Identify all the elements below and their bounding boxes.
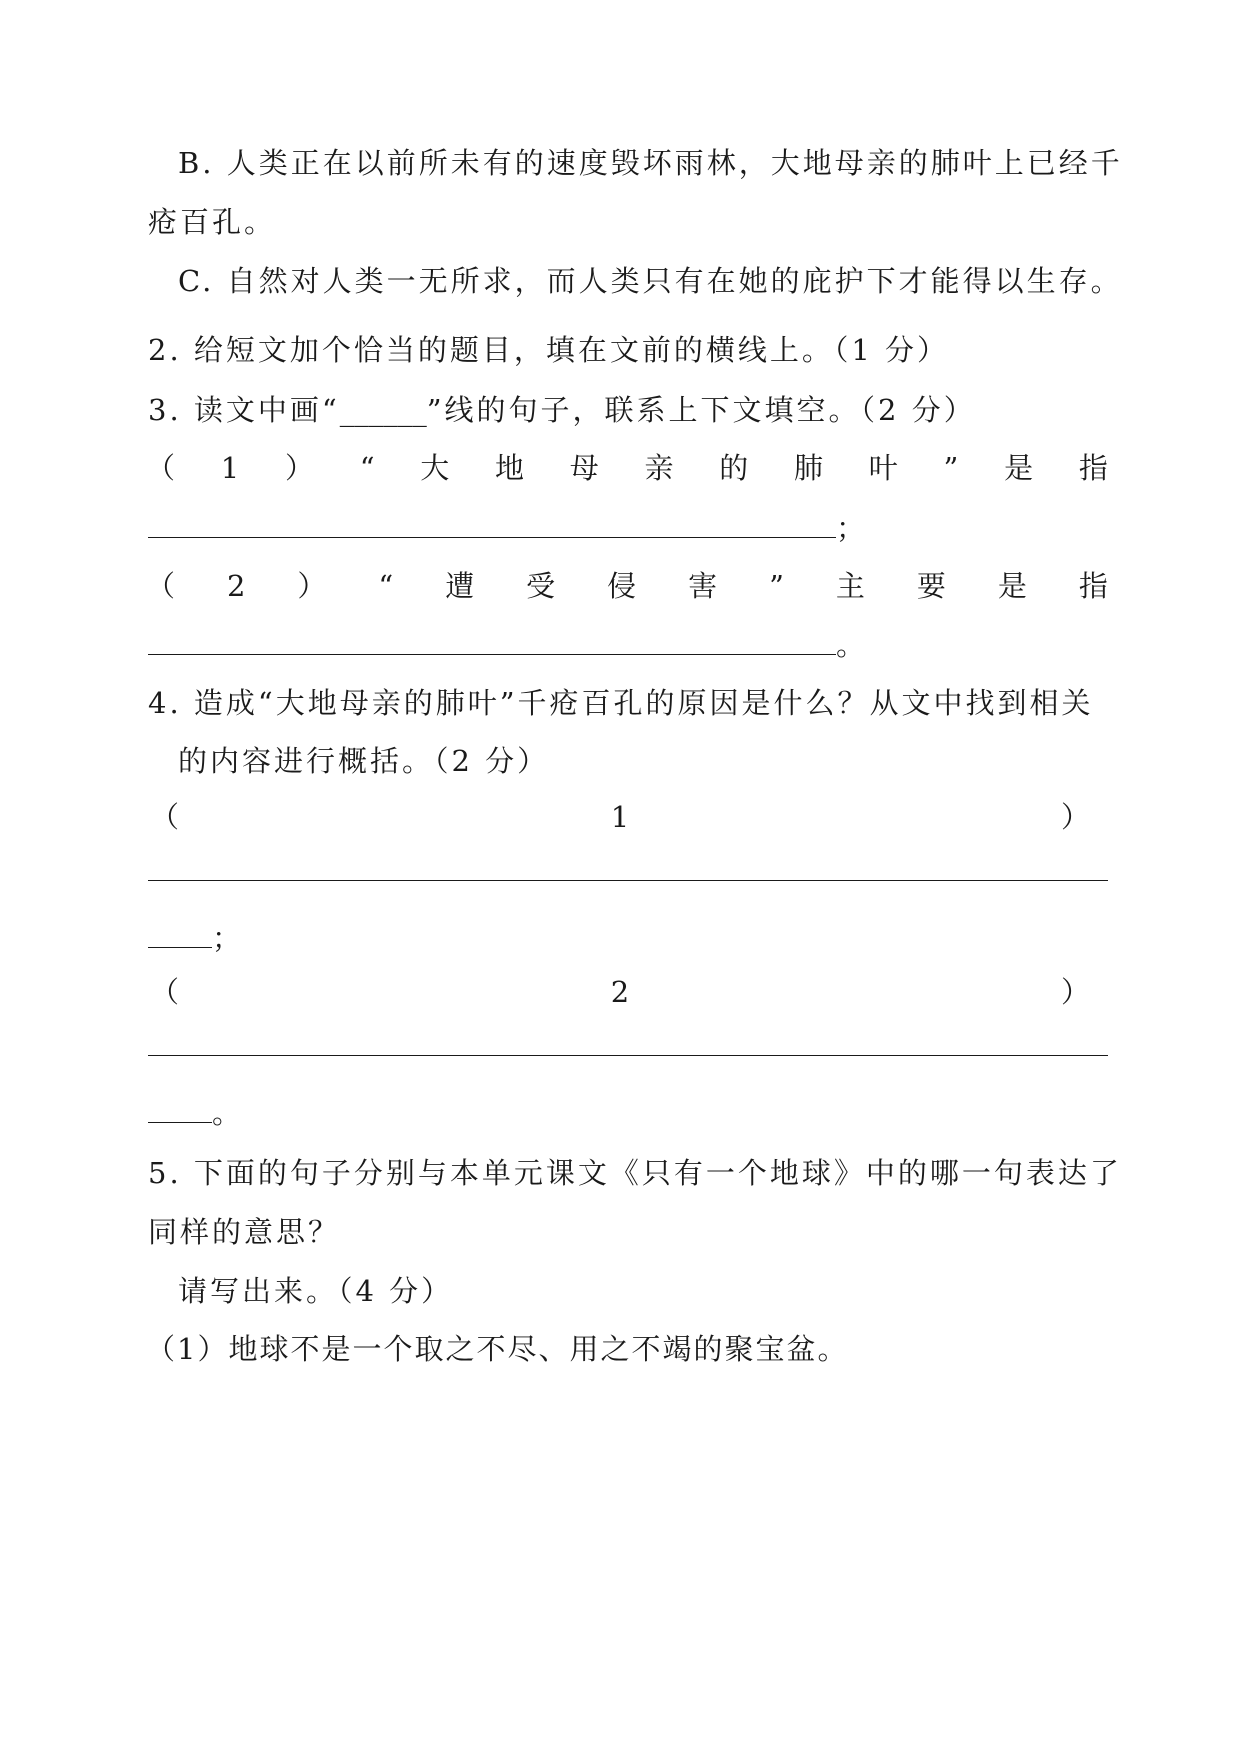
q3-sub2-char: 主 bbox=[835, 569, 865, 603]
q4-sub2-char: 2 bbox=[610, 975, 630, 1009]
question-4-line2: 的内容进行概括。（2 分） bbox=[178, 744, 550, 778]
question-3-text-before: 3. 读文中画“ bbox=[148, 393, 340, 427]
option-b-line1: B. 人类正在以前所未有的速度毁坏雨林，大地母亲的肺叶上已经千 bbox=[178, 146, 1123, 180]
q3-sub2-char: 侵 bbox=[607, 569, 637, 603]
q3-sub2-char: 是 bbox=[997, 569, 1027, 603]
q3-sub1-end: ； bbox=[836, 511, 869, 545]
question-4-line1: 4. 造成“大地母亲的肺叶”千疮百孔的原因是什么？从文中找到相关 bbox=[148, 686, 1094, 720]
question-3-sub1-answer bbox=[148, 508, 1108, 548]
q3-sub2-char: 指 bbox=[1078, 569, 1108, 603]
q4-sub1-end: ； bbox=[212, 921, 245, 955]
question-2: 2. 给短文加个恰当的题目，填在文前的横线上。（1 分） bbox=[148, 333, 950, 367]
q3-sub1-char: 母 bbox=[569, 451, 599, 485]
q3-sub2-char: 遭 bbox=[445, 569, 475, 603]
q4-sub1-char: （ bbox=[150, 800, 180, 834]
question-4-sub1-prompt bbox=[146, 797, 1090, 837]
answer-blank[interactable] bbox=[148, 630, 836, 655]
q3-sub2-end: 。 bbox=[836, 628, 869, 662]
q4-sub1-char: 1 bbox=[610, 800, 630, 834]
question-3-sub2-answer bbox=[148, 625, 1108, 665]
question-4-sub1-answer-end bbox=[148, 918, 1108, 958]
q3-sub2-char: ） bbox=[297, 569, 327, 603]
q3-sub1-char: 1 bbox=[220, 451, 240, 485]
answer-blank[interactable] bbox=[148, 923, 212, 948]
question-3-underline-mark: ______ bbox=[339, 393, 427, 427]
question-5-line3: 请写出来。（4 分） bbox=[178, 1274, 454, 1308]
question-3-sub1-prompt bbox=[146, 448, 1108, 488]
q3-sub1-char: 肺 bbox=[794, 451, 824, 485]
q3-sub1-char: ） bbox=[284, 451, 314, 485]
q4-sub1-char: ） bbox=[1060, 800, 1090, 834]
q4-sub2-end: 。 bbox=[212, 1096, 245, 1130]
question-3-sub2-prompt bbox=[146, 566, 1108, 606]
q4-sub2-char: （ bbox=[150, 975, 180, 1009]
q3-sub1-char: 叶 bbox=[868, 451, 898, 485]
q3-sub2-char: 受 bbox=[526, 569, 556, 603]
question-5-line2: 同样的意思？ bbox=[148, 1215, 341, 1249]
answer-blank[interactable] bbox=[148, 513, 836, 538]
q3-sub1-char: 是 bbox=[1004, 451, 1034, 485]
question-4-sub2-answer-end bbox=[148, 1093, 1108, 1133]
answer-rule[interactable] bbox=[148, 880, 1108, 881]
q3-sub2-char: 2 bbox=[226, 569, 246, 603]
q3-sub1-char: ” bbox=[943, 451, 959, 485]
q3-sub1-char: 地 bbox=[495, 451, 525, 485]
q4-sub2-char: ） bbox=[1060, 975, 1090, 1009]
q3-sub1-char: 亲 bbox=[644, 451, 674, 485]
q3-sub2-char: 要 bbox=[916, 569, 946, 603]
question-3-text-after: ”线的句子，联系上下文填空。（2 分） bbox=[426, 393, 976, 427]
q3-sub1-char: 的 bbox=[719, 451, 749, 485]
option-c: C. 自然对人类一无所求，而人类只有在她的庇护下才能得以生存。 bbox=[178, 264, 1123, 298]
q3-sub1-char: （ bbox=[146, 451, 176, 485]
question-3 bbox=[148, 390, 1108, 430]
q3-sub2-char: （ bbox=[146, 569, 176, 603]
question-4-sub2-prompt bbox=[146, 972, 1090, 1012]
question-5-item-1: （1）地球不是一个取之不尽、用之不竭的聚宝盆。 bbox=[146, 1332, 849, 1366]
q3-sub1-char: 指 bbox=[1078, 451, 1108, 485]
question-5-line1: 5. 下面的句子分别与本单元课文《只有一个地球》中的哪一句表达了 bbox=[148, 1156, 1122, 1190]
q3-sub2-char: 害 bbox=[688, 569, 718, 603]
q3-sub1-char: 大 bbox=[420, 451, 450, 485]
q3-sub2-char: “ bbox=[378, 569, 394, 603]
answer-blank[interactable] bbox=[148, 1098, 212, 1123]
option-b-line2: 疮百孔。 bbox=[148, 205, 277, 239]
q3-sub1-char: “ bbox=[359, 451, 375, 485]
q3-sub2-char: ” bbox=[769, 569, 784, 603]
answer-rule[interactable] bbox=[148, 1055, 1108, 1056]
